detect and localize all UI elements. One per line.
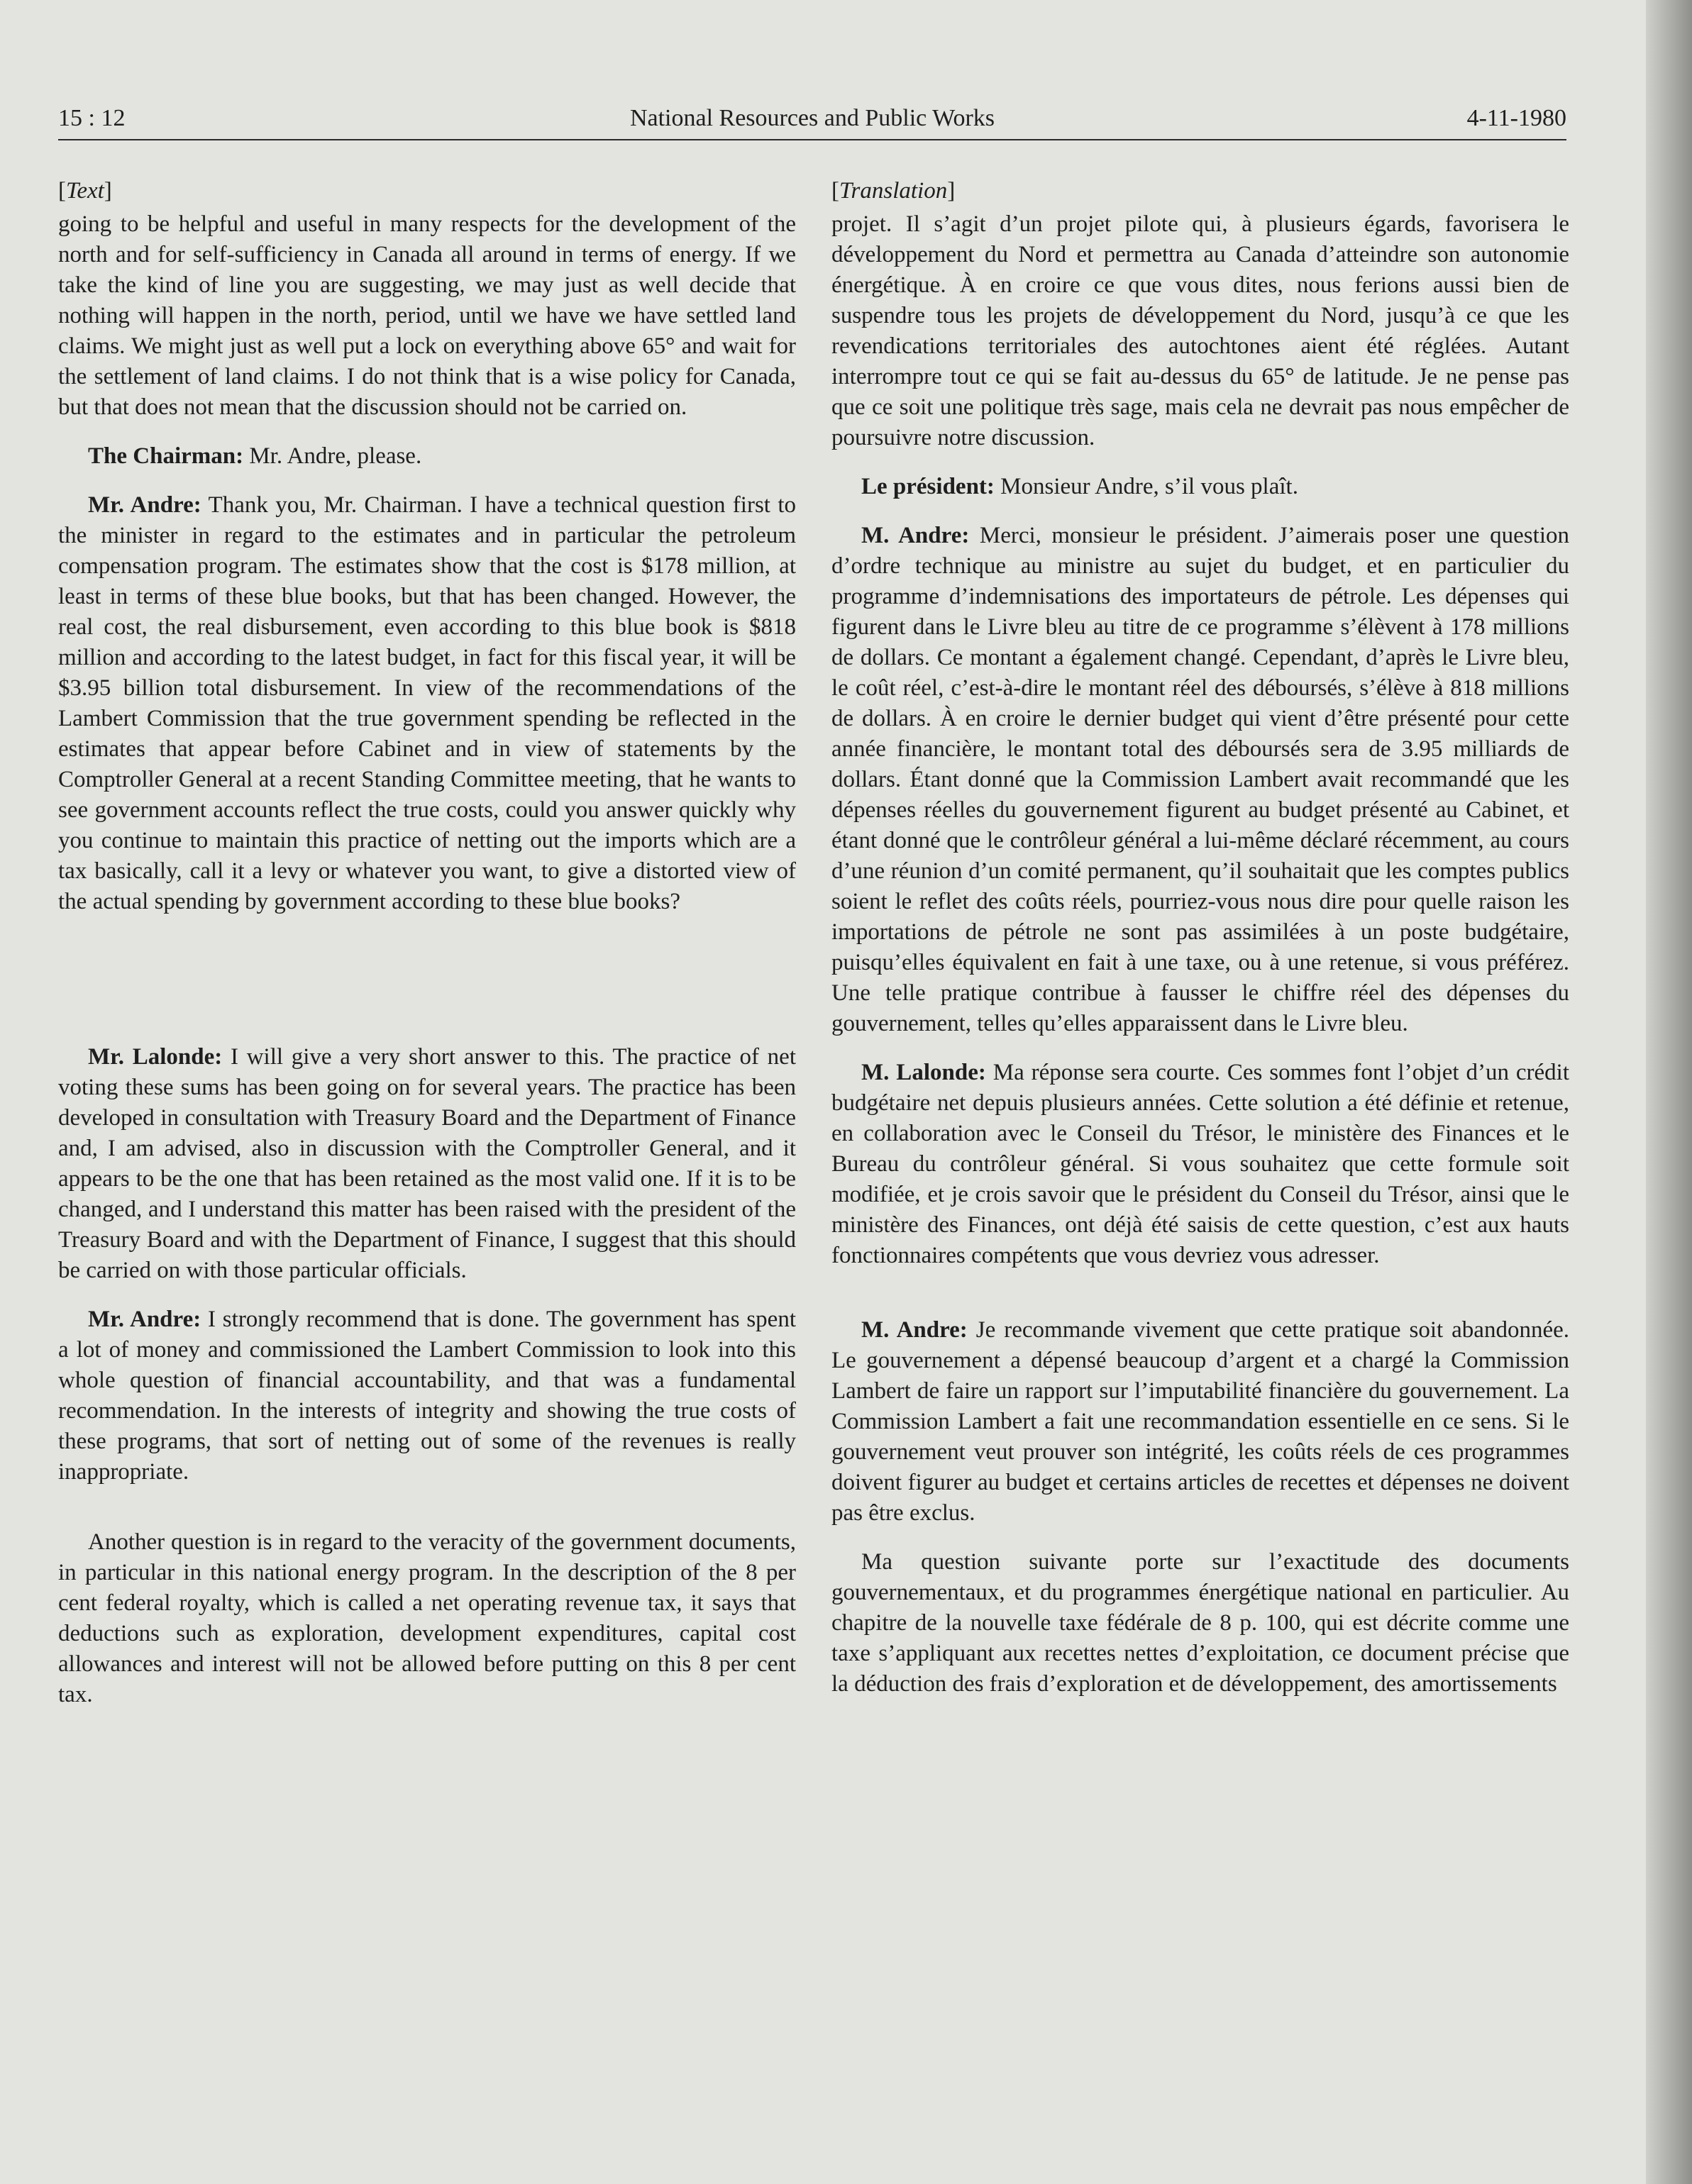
- paragraph: Ma question suivante porte sur l’exactitude des documents gouvernementaux, et du programmes énergétique national en particulier. Au chapitre de la nouvelle taxe fédérale de 8 p. 100, qui est décrite comme une taxe s’appliquant aux recettes nettes d’exploitation, ce document précise que la déduction des frais d’exploration et de développement, des amortissements: [831, 1549, 1569, 1697]
- header-date: 4-11-1980: [1466, 105, 1566, 131]
- running-header: [58, 101, 1566, 136]
- paragraph: Another question is in regard to the veracity of the government documents, in particular in this national energy program. In the description of the 8 per cent federal royalty, which is called a net operating revenue tax, it says that deductions such as exploration, development expenditures, capital cost allowances and interest will not be allowed before putting on this 8 per cent tax.: [58, 1529, 796, 1707]
- publication-title: National Resources and Public Works: [629, 105, 995, 131]
- speaker-name: Le président:: [861, 474, 995, 499]
- paragraph: projet. Il s’agit d’un projet pilote qui, à plusieurs égards, favorisera le développement du Nord et permettra au Canada d’atteindre son autonomie énergétique. À en croire ce que vous dites, nous ferions aussi bien de suspendre tous les projets de développement du Nord, jusqu’à ce que les revendications territoriales des autochtones aient été réglées. Autant interrompre tout ce qui se fait au-dessus du 65° de latitude. Je ne pense pas que ce soit une politique très sage, mais cela ne devrait pas nous empêcher de poursuivre notre discussion.: [831, 211, 1569, 450]
- paragraph: going to be helpful and useful in many respects for the development of the north and for self-sufficiency in Canada all around in terms of energy. If we take the kind of line you are suggesting, we may just as well decide that nothing will happen in the north, period, until we have we have settled land claims. We might just as well put a lock on everything above 65° and wait for the settlement of land claims. I do not think that is a wise policy for Canada, but that does not mean that the discussion should not be carried on.: [58, 211, 796, 420]
- page-edge-shadow: [1646, 0, 1692, 2184]
- paragraph: The Chairman: Mr. Andre, please.: [88, 443, 422, 469]
- column-tag: [Translation]: [831, 178, 956, 204]
- page-number: 15 : 12: [58, 105, 126, 131]
- paragraph: Mr. Andre: I strongly recommend that is done. The government has spent a lot of money and commissioned the Lambert Commission to look into this whole question of financial accountability, and that was a fundamental recommendation. In the interests of integrity and showing the true costs of these programs, that sort of netting out of some of the revenues is really inappropriate.: [58, 1307, 796, 1485]
- speaker-name: Mr. Andre:: [88, 1307, 201, 1332]
- paragraph: Le président: Monsieur Andre, s’il vous plaît.: [861, 474, 1298, 499]
- column-tag: [Text]: [58, 178, 112, 204]
- speaker-name: M. Lalonde:: [861, 1060, 986, 1085]
- speaker-name: M. Andre:: [861, 523, 970, 548]
- speaker-name: M. Andre:: [861, 1317, 968, 1343]
- paragraph: M. Andre: Je recommande vivement que cette pratique soit abandonnée. Le gouvernement a dépensé beaucoup d’argent et a chargé la Commission Lambert de faire un rapport sur l’imputabilité financière du gouvernement. La Commission Lambert a fait une recommandation essentielle en ce sens. Si le gouvernement veut prouver son intégrité, les coûts réels de ces programmes doivent figurer au budget et certains articles de recettes et dépenses ne doivent pas être exclus.: [831, 1317, 1569, 1526]
- paragraph: M. Andre: Merci, monsieur le président. J’aimerais poser une question d’ordre technique au ministre au sujet du budget, et en particulier du programme d’indemnisations des importateurs de pétrole. Les dépenses qui figurent dans le Livre bleu au titre de ce programme s’élèvent à 178 millions de dollars. Ce montant a également changé. Cependant, d’après le Livre bleu, le coût réel, c’est-à-dire le montant réel des déboursés, s’élève à 818 millions de dollars. À en croire le dernier budget qui vient d’être présenté pour cette année financière, le montant total des déboursés sera de 3.95 milliards de dollars. Étant donné que la Commission Lambert avait recommandé que les dépenses réelles du gouvernement figurent au budget présenté au Cabinet, et étant donné que le contrôleur général a lui-même déclaré récemment, au cours d’une réunion d’un comité permanent, qu’il souhaitait que les comptes publics soient le reflet des coûts réels, pourriez-vous nous dire pour quelle raison les importations de pétrole ne sont pas assimilées à un poste budgétaire, puisqu’elles équivalent en fait à une taxe, ou à une retenue, si vous préférez. Une telle pratique contribue à fausser le chiffre réel des dépenses du gouvernement, telles qu’elles apparaissent dans le Livre bleu.: [831, 523, 1569, 1036]
- paragraph: Mr. Andre: Thank you, Mr. Chairman. I have a technical question first to the minister in regard to the estimates and in particular the petroleum compensation program. The estimates show that the cost is $178 million, at least in terms of these blue books, but that has been changed. However, the real cost, the real disbursement, even according to this blue book is $818 million and according to the latest budget, in fact for this fiscal year, it will be $3.95 billion total disbursement. In view of the recommendations of the Lambert Commission that the true government spending be reflected in the estimates that appear before Cabinet and in view of statements by the Comptroller General at a recent Standing Committee meeting, that he wants to see government accounts reflect the true costs, could you answer quickly why you continue to maintain this practice of netting out the imports which are a tax basically, call it a levy or whatever you want, to give a distorted view of the actual spending by government according to these blue books?: [58, 492, 796, 914]
- speaker-name: Mr. Andre:: [88, 492, 201, 518]
- speaker-name: The Chairman:: [88, 443, 244, 469]
- speaker-name: Mr. Lalonde:: [88, 1044, 223, 1070]
- paragraph: Mr. Lalonde: I will give a very short answer to this. The practice of net voting these sums has been going on for several years. The practice has been developed in consultation with Treasury Board and the Department of Finance and, I am advised, also in discussion with the Comptroller General, and it appears to be the one that has been retained as the most valid one. If it is to be changed, and I understand this matter has been raised with the president of the Treasury Board and with the Department of Finance, I suggest that this should be carried on with those particular officials.: [58, 1044, 796, 1283]
- french-column: [831, 176, 1569, 1718]
- paragraph: M. Lalonde: Ma réponse sera courte. Ces sommes font l’objet d’un crédit budgétaire net depuis plusieurs années. Cette solution a été définie et retenue, en collaboration avec le Conseil du Trésor, le ministère des Finances et le Bureau du contrôleur général. Si vous souhaitez que cette formule soit modifiée, et je crois savoir que le président du Conseil du Trésor, ainsi que le ministère des Finances, ont déjà été saisis de cette question, c’est aux hauts fonctionnaires compétents que vous devriez vous adresser.: [831, 1060, 1569, 1268]
- header-rule: [58, 139, 1566, 140]
- english-column: [58, 176, 796, 1729]
